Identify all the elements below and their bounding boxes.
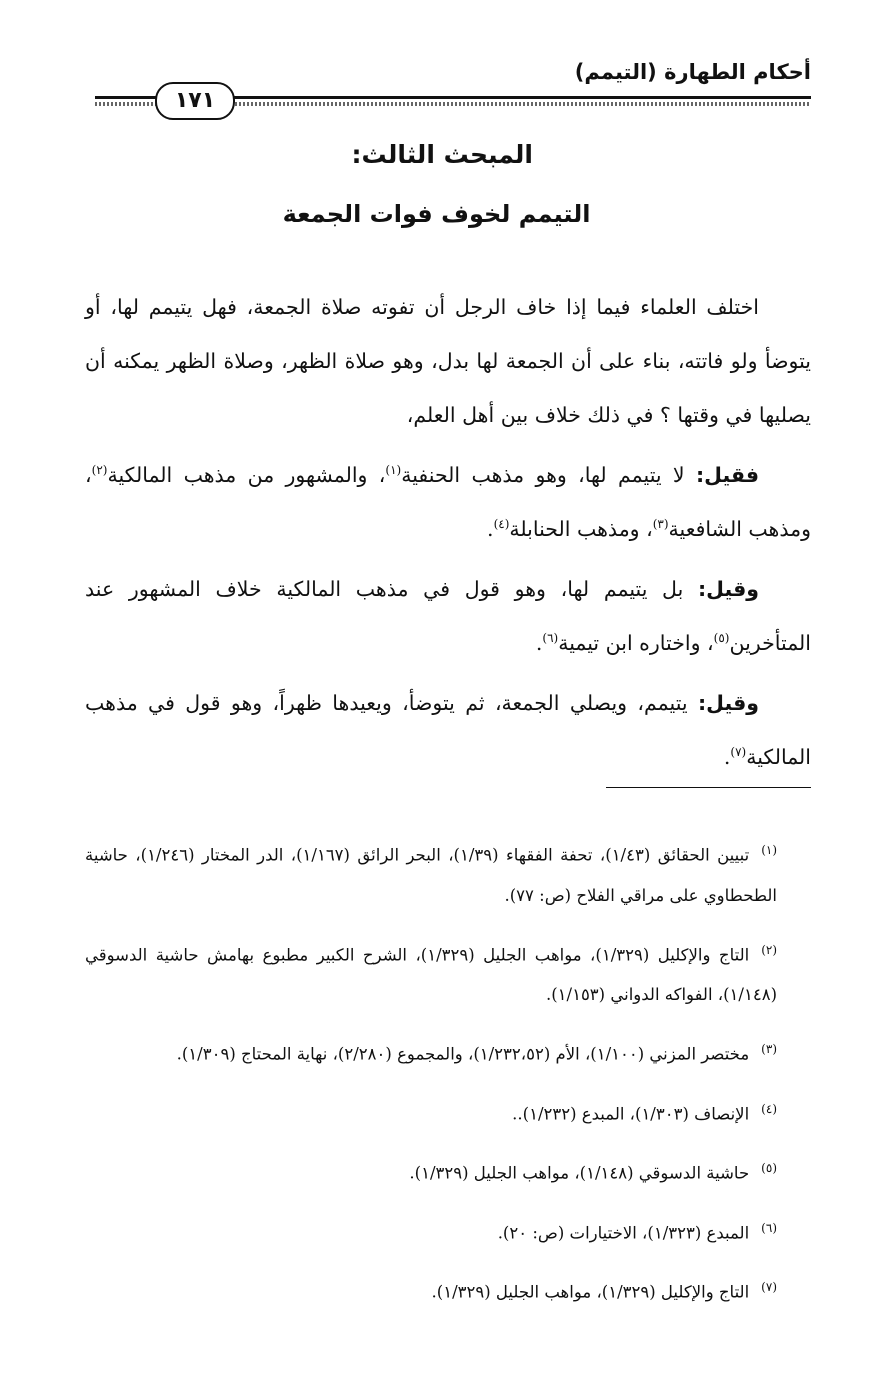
footnotes — [85, 830, 811, 1327]
footnote-text: المبدع (١/٣٢٣)، الاختيارات (ص: ٢٠). — [497, 1223, 750, 1242]
footnote-ref-2[interactable]: (٢) — [91, 463, 108, 478]
opinion-1-text-b: ، والمشهور من مذهب المالكية — [107, 463, 386, 487]
footnote-number: (٥) — [761, 1161, 777, 1175]
opinion-1-text-a: لا يتيمم لها، وهو مذهب الحنفية — [401, 463, 696, 487]
footnote-3 — [85, 1029, 811, 1075]
opinion-2-text-c: . — [535, 631, 543, 655]
footnote-7 — [85, 1267, 811, 1313]
footnote-ref-6[interactable]: (٦) — [542, 631, 559, 646]
opinion-3-text-a: يتيمم، ويصلي الجمعة، ثم يتوضأ، ويعيدها ظهراً، وهو قول في مذهب المالكية — [85, 691, 811, 769]
footnote-5 — [85, 1148, 811, 1194]
footnote-2 — [85, 930, 811, 1016]
footnote-separator — [606, 787, 811, 788]
opinion-2-lead: وقيل: — [697, 577, 759, 601]
footnote-ref-5[interactable]: (٥) — [713, 631, 730, 646]
footnote-1 — [85, 830, 811, 916]
section-title: التيمم لخوف فوات الجمعة — [282, 200, 591, 228]
opinion-2-text-a: بل يتيمم لها، وهو قول في مذهب المالكية خلاف المشهور عند المتأخرين — [85, 577, 811, 655]
opinion-3-paragraph — [85, 676, 811, 784]
opinion-1-lead: فقيل: — [695, 463, 759, 487]
footnote-text: مختصر المزني (١/١٠٠)، الأم (١/٢٣٢،٥٢)، والمجموع (٢/٢٨٠)، نهاية المحتاج (١/٣٠٩). — [176, 1044, 750, 1064]
footnote-text: تبيين الحقائق (١/٤٣)، تحفة الفقهاء (١/٣٩)، البحر الرائق (١/١٦٧)، الدر المختار (١/٢٤٦)، حاشية الطحطاوي على مراقي الفلاح (ص: ٧٧). — [85, 845, 777, 905]
footnote-number: (١) — [761, 843, 778, 857]
opinion-2-paragraph — [85, 562, 811, 670]
opinion-2-text-b: ، واختاره ابن تيمية — [558, 631, 714, 655]
intro-paragraph: اختلف العلماء فيما إذا خاف الرجل أن تفوته صلاة الجمعة، فهل يتيمم لها، أو يتوضأ ولو فاتته، بناء على أن الجمعة لها بدل، وهو صلاة الظهر، وصلاة الظهر يمكنه أن يصليها في وقتها ؟ في ذلك خلاف بين أهل العلم، — [85, 295, 811, 427]
opinion-3-lead: وقيل: — [697, 691, 759, 715]
footnote-number: (٢) — [761, 942, 778, 957]
footnote-ref-7[interactable]: (٧) — [730, 745, 747, 760]
footnote-text: التاج والإكليل (١/٣٢٩)، مواهب الجليل (١/٣٢٩)، الشرح الكبير مطبوع بهامش حاشية الدسوقي (١/١٤٨)، الفواكه الدواني (١/١٥٣). — [85, 945, 777, 1004]
footnote-6 — [85, 1208, 811, 1254]
opinion-1-text-e: . — [487, 517, 494, 541]
opinion-1-text-c: ، ومذهب الشافعية — [85, 463, 811, 541]
footnote-number: (٤) — [761, 1101, 777, 1116]
opinion-3-text-b: . — [723, 745, 731, 769]
body-text — [85, 280, 811, 790]
footnote-text: التاج والإكليل (١/٣٢٩)، مواهب الجليل (١/٣٢٩). — [431, 1282, 750, 1302]
footnote-ref-4[interactable]: (٤) — [493, 517, 510, 532]
footnote-number: (٦) — [761, 1220, 777, 1235]
running-title: أحكام الطهارة (التيمم) — [574, 60, 811, 84]
section-label: المبحث الثالث: — [351, 140, 533, 169]
opinion-1-paragraph — [85, 448, 811, 556]
page-header — [0, 52, 873, 122]
footnote-ref-1[interactable]: (١) — [385, 463, 402, 478]
page-number: ١٧١ — [155, 82, 235, 120]
footnote-4 — [85, 1089, 811, 1135]
opinion-1-text-d: ، ومذهب الحنابلة — [509, 517, 653, 541]
footnote-text: حاشية الدسوقي (١/١٤٨)، مواهب الجليل (١/٣٢٩). — [409, 1163, 750, 1183]
footnote-text: الإنصاف (١/٣٠٣)، المبدع (١/٢٣٢).. — [512, 1104, 750, 1123]
footnote-number: (٧) — [761, 1280, 777, 1294]
footnote-number: (٣) — [761, 1042, 777, 1056]
footnote-ref-3[interactable]: (٣) — [652, 517, 669, 532]
